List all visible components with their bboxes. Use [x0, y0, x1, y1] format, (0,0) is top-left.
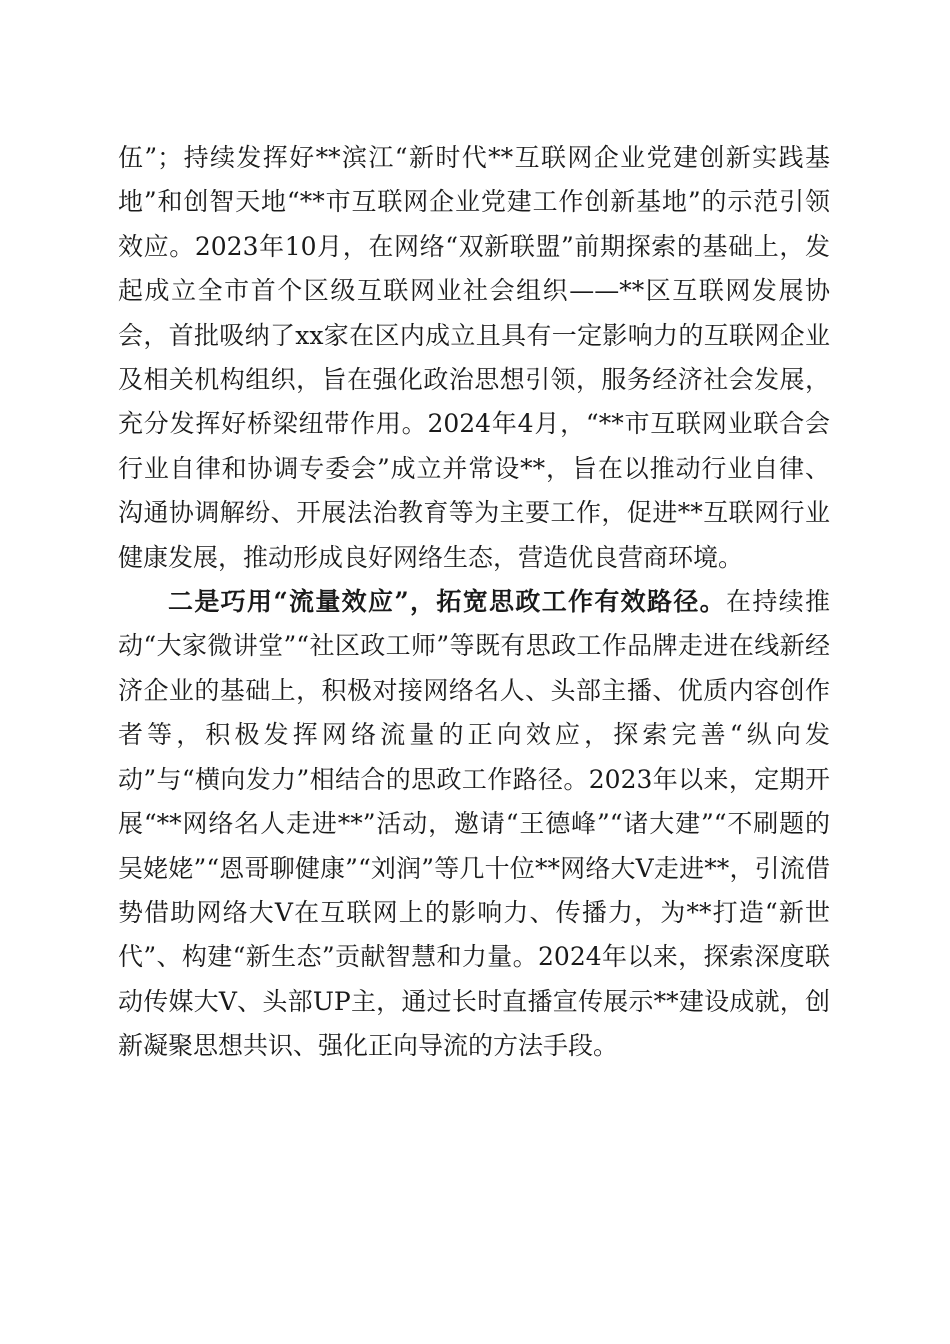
- paragraph-second-point: [118, 580, 830, 1068]
- paragraph-lead-sentence: 二是巧用“流量效应”，拓宽思政工作有效路径。: [168, 587, 726, 617]
- paragraph-continued: 伍”；持续发挥好**滨江“新时代**互联网企业党建创新实践基地”和创智天地“**市互联网企业党建工作创新基地”的示范引领效应。2023年10月，在网络“双新联盟”前期探索的基础上，发起成立全市首个区级互联网业社会组织——**区互联网发展协会，首批吸纳了xx家在区内成立且具有一定影响力的互联网企业及相关机构组织，旨在强化政治思想引领，服务经济社会发展，充分发挥好桥梁纽带作用。2024年4月，“**市互联网业联合会行业自律和协调专委会”成立并常设**，旨在以推动行业自律、沟通协调解纷、开展法治教育等为主要工作，促进**互联网行业健康发展，推动形成良好网络生态，营造优良营商环境。: [118, 143, 830, 572]
- document-body: [118, 136, 830, 1069]
- paragraph-body-text: 在持续推动“大家微讲堂”“社区政工师”等既有思政工作品牌走进在线新经济企业的基础上，积极对接网络名人、头部主播、优质内容创作者等，积极发挥网络流量的正向效应，探索完善“纵向发动”与“横向发力”相结合的思政工作路径。2023年以来，定期开展“**网络名人走进**”活动，邀请“王德峰”“诸大建”“不刷题的吴姥姥”“恩哥聊健康”“刘润”等几十位**网络大V走进**，引流借势借助网络大V在互联网上的影响力、传播力，为**打造“新世代”、构建“新生态”贡献智慧和力量。2024年以来，探索深度联动传媒大V、头部UP主，通过长时直播宣传展示**建设成就，创新凝聚思想共识、强化正向导流的方法手段。: [118, 587, 830, 1061]
